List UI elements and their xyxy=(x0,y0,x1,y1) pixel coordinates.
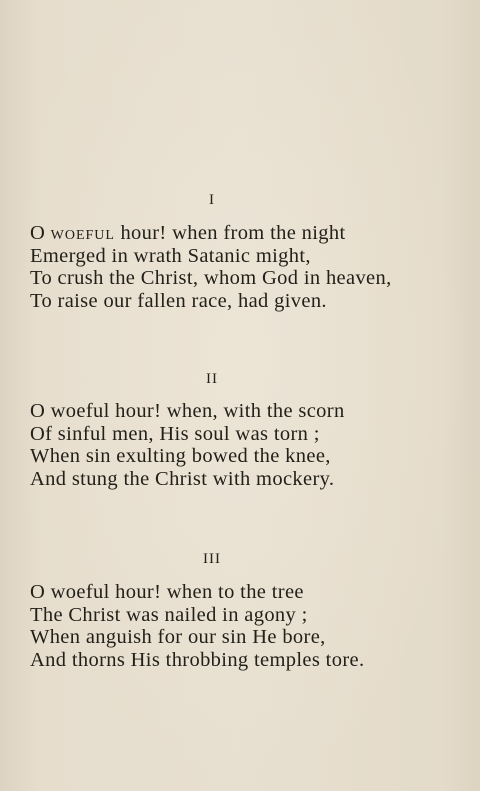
stanza-1-line-1 xyxy=(30,222,470,245)
stanza-1-line-3: To crush the Christ, whom God in heaven, xyxy=(30,267,392,289)
stanza-2 xyxy=(30,400,470,490)
stanza-3-line-1: O woeful hour! when to the tree xyxy=(30,581,304,603)
stanza-1-line-2: Emerged in wrath Satanic might, xyxy=(30,244,311,267)
stanza-1-line-1-rest: hour! when from the night xyxy=(114,222,346,244)
stanza-3 xyxy=(30,581,470,671)
stanza-numeral-1: I xyxy=(209,192,215,208)
stanza-2-line-3: When sin exulting bowed the knee, xyxy=(30,445,331,467)
stanza-1-small-caps-word: woeful xyxy=(50,222,115,244)
stanza-numeral-3: III xyxy=(203,551,221,567)
stanza-2-line-4: And stung the Christ with mockery. xyxy=(30,467,335,490)
stanza-1-line-4: To raise our fallen race, had given. xyxy=(30,289,327,312)
stanza-3-line-4: And thorns His throbbing temples tore. xyxy=(30,648,365,671)
stanza-3-line-3: When anguish for our sin He bore, xyxy=(30,626,326,648)
stanza-2-line-1: O woeful hour! when, with the scorn xyxy=(30,400,345,422)
stanza-3-line-2: The Christ was nailed in agony ; xyxy=(30,603,308,626)
stanza-2-line-2: Of sinful men, His soul was torn ; xyxy=(30,422,320,445)
stanza-1 xyxy=(30,222,470,312)
stanza-numeral-2: II xyxy=(206,371,218,387)
stanza-1-first-word: O xyxy=(30,222,46,244)
